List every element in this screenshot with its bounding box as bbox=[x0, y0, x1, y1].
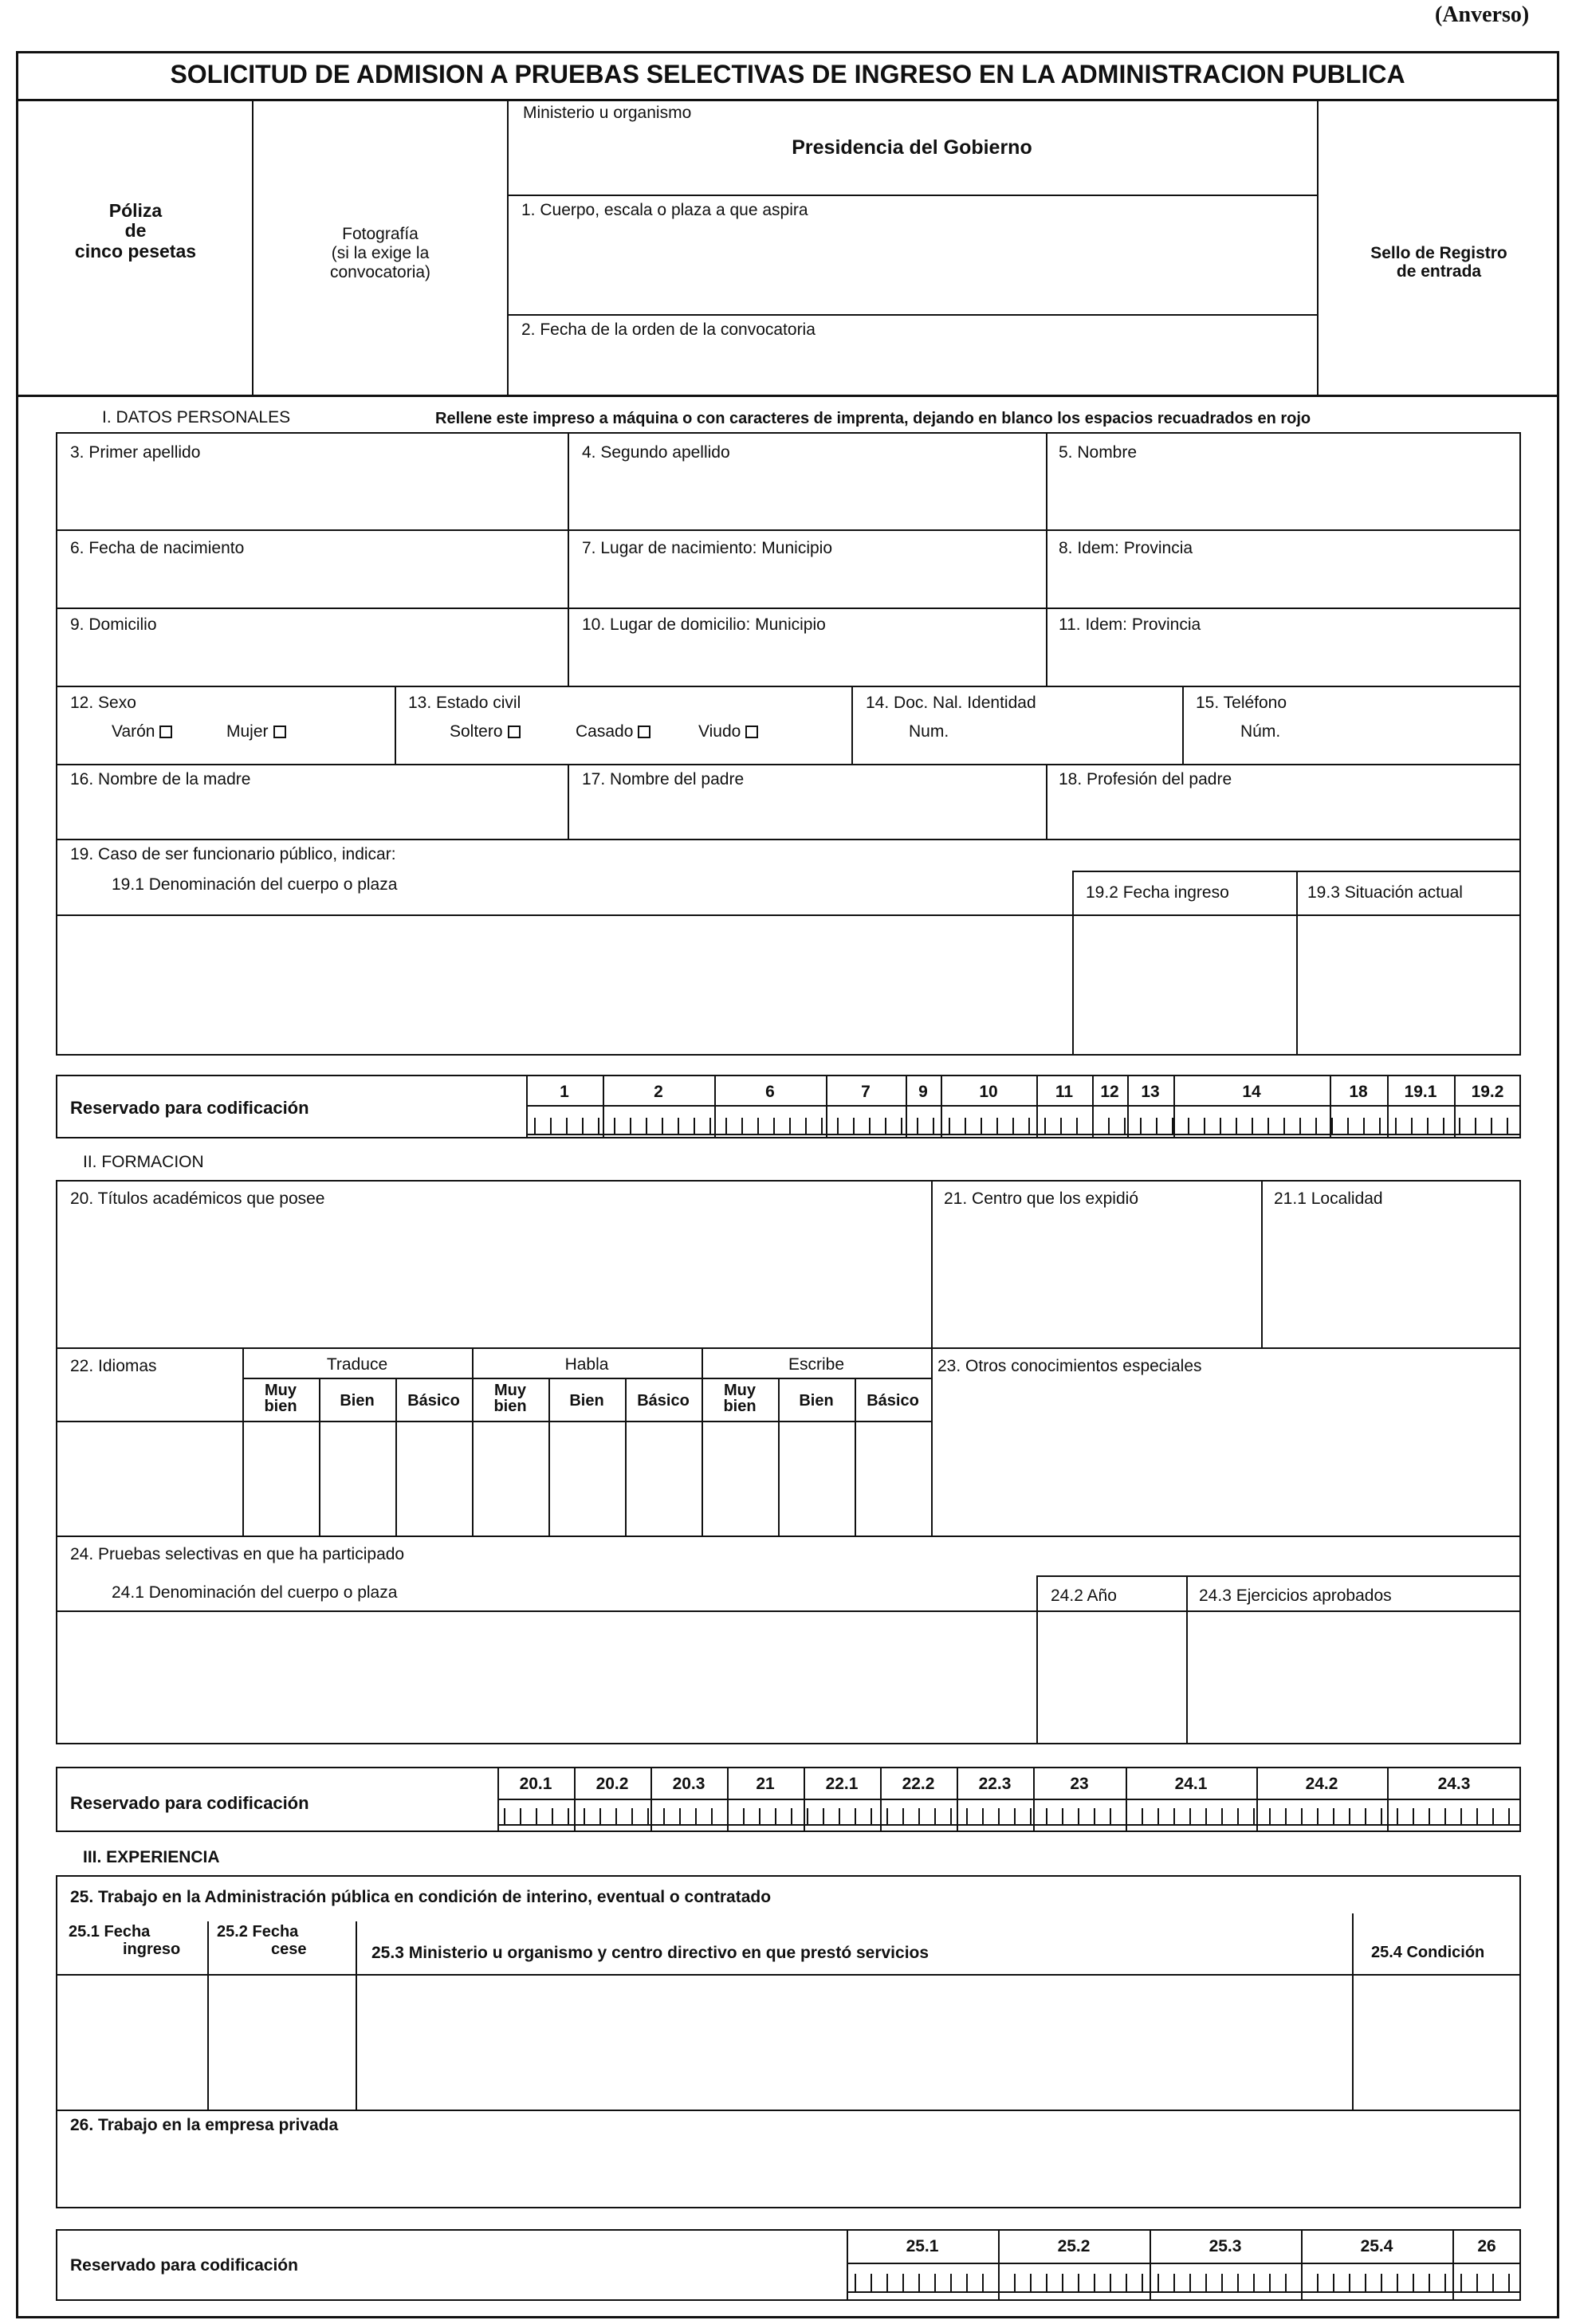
muy-word: Muy bbox=[265, 1382, 297, 1399]
field-24-3-label: 24.3 Ejercicios aprobados bbox=[1199, 1587, 1392, 1605]
code2-col-24-1: 24.1 bbox=[1174, 1775, 1208, 1793]
estado-viudo[interactable] bbox=[698, 722, 758, 741]
code3-col-25-4: 25.4 bbox=[1360, 2237, 1393, 2255]
field-19-1-label: 19.1 Denominación del cuerpo o plaza bbox=[112, 875, 398, 894]
field-25-label: 25. Trabajo en la Administración pública en condición de interino, eventual o contratado bbox=[70, 1888, 772, 1906]
field-13-label: 13. Estado civil bbox=[408, 694, 521, 712]
field-16-label: 16. Nombre de la madre bbox=[70, 770, 251, 788]
field-25-3-label: 25.3 Ministerio u organismo y centro directivo en que prestó servicios bbox=[371, 1944, 929, 1962]
formation-box bbox=[56, 1180, 1521, 1744]
poliza-line-3: cinco pesetas bbox=[74, 240, 197, 261]
viudo-label: Viudo bbox=[698, 722, 741, 741]
personal-data-box bbox=[56, 432, 1521, 1056]
field-15-label: 15. Teléfono bbox=[1196, 694, 1287, 712]
field-12-label: 12. Sexo bbox=[70, 694, 136, 712]
field-25-2-line-2: cese bbox=[271, 1941, 307, 1958]
code2-col-21: 21 bbox=[756, 1775, 775, 1793]
code1-tick-marks bbox=[534, 1118, 1515, 1135]
field-18-label: 18. Profesión del padre bbox=[1059, 770, 1232, 788]
ministerio-label: Ministerio u organismo bbox=[523, 104, 692, 122]
code3-col-26: 26 bbox=[1477, 2237, 1496, 2255]
code2-col-20-3: 20.3 bbox=[672, 1775, 705, 1793]
field-21-label: 21. Centro que los expidió bbox=[944, 1190, 1138, 1208]
field-19-2-label: 19.2 Fecha ingreso bbox=[1086, 883, 1229, 902]
field-10-label: 10. Lugar de domicilio: Municipio bbox=[582, 615, 826, 634]
field-25-4-label: 25.4 Condición bbox=[1371, 1944, 1485, 1961]
photo-line-1: Fotografía bbox=[342, 225, 419, 243]
field-24-label: 24. Pruebas selectivas en que ha participado bbox=[70, 1545, 405, 1563]
field-25-2-label bbox=[217, 1923, 307, 1958]
code2-col-20-2: 20.2 bbox=[595, 1775, 629, 1793]
field-25-2-line-1: 25.2 Fecha bbox=[217, 1923, 299, 1941]
field-7-label: 7. Lugar de nacimiento: Municipio bbox=[582, 539, 833, 557]
section-2-title: II. FORMACION bbox=[83, 1153, 204, 1171]
field-14-num: Num. bbox=[909, 722, 949, 741]
code2-col-22-2: 22.2 bbox=[902, 1775, 935, 1793]
code2-col-24-2: 24.2 bbox=[1305, 1775, 1338, 1793]
field-23-label: 23. Otros conocimientos especiales bbox=[937, 1357, 1202, 1375]
code1-col-9: 9 bbox=[918, 1083, 928, 1101]
traduce-header: Traduce bbox=[326, 1355, 388, 1374]
field-1-label: 1. Cuerpo, escala o plaza a que aspira bbox=[521, 201, 808, 219]
casado-label: Casado bbox=[576, 722, 634, 741]
field-25-1-line-1: 25.1 Fecha bbox=[69, 1923, 151, 1941]
estado-casado[interactable] bbox=[576, 722, 650, 741]
traduce-bien: Bien bbox=[340, 1392, 375, 1410]
field-3-label: 3. Primer apellido bbox=[70, 443, 201, 462]
soltero-checkbox[interactable] bbox=[508, 726, 521, 738]
varon-label: Varón bbox=[112, 722, 155, 741]
bien-word: bien bbox=[264, 1398, 297, 1415]
sello-line-1: Sello de Registro bbox=[1370, 244, 1507, 262]
field-19-3-label: 19.3 Situación actual bbox=[1307, 883, 1463, 902]
field-25-1-label bbox=[69, 1923, 180, 1958]
code1-col-12: 12 bbox=[1100, 1083, 1119, 1101]
code1-col-10: 10 bbox=[979, 1083, 998, 1101]
field-24-2-label: 24.2 Año bbox=[1051, 1587, 1117, 1605]
code2-col-24-3: 24.3 bbox=[1437, 1775, 1471, 1793]
section-1-instruction: Rellene este impreso a máquina o con caracteres de imprenta, dejando en blanco los espacios recuadrados en rojo bbox=[435, 410, 1311, 427]
coding-3-label: Reservado para codificación bbox=[70, 2256, 298, 2275]
habla-basico: Básico bbox=[637, 1392, 690, 1410]
habla-muy-bien bbox=[472, 1382, 548, 1414]
mujer-label: Mujer bbox=[226, 722, 269, 741]
casado-checkbox[interactable] bbox=[638, 726, 650, 738]
field-11-label: 11. Idem: Provincia bbox=[1059, 615, 1201, 634]
code1-col-19-2: 19.2 bbox=[1471, 1083, 1504, 1101]
code1-col-14: 14 bbox=[1242, 1083, 1261, 1101]
field-5-label: 5. Nombre bbox=[1059, 443, 1138, 462]
sexo-mujer[interactable] bbox=[226, 722, 286, 741]
varon-checkbox[interactable] bbox=[159, 726, 172, 738]
escribe-basico: Básico bbox=[867, 1392, 919, 1410]
code1-col-1: 1 bbox=[560, 1083, 569, 1101]
field-8-label: 8. Idem: Provincia bbox=[1059, 539, 1193, 557]
code1-col-2: 2 bbox=[654, 1083, 663, 1101]
viudo-checkbox[interactable] bbox=[745, 726, 758, 738]
escribe-bien: Bien bbox=[799, 1392, 834, 1410]
poliza-line-1: Póliza bbox=[108, 200, 163, 221]
code3-col-25-3: 25.3 bbox=[1209, 2237, 1242, 2255]
code1-col-11: 11 bbox=[1055, 1083, 1074, 1101]
coding-1-label: Reservado para codificación bbox=[70, 1098, 309, 1118]
poliza-stamp-box bbox=[19, 201, 252, 261]
form-title: SOLICITUD DE ADMISION A PRUEBAS SELECTIVAS DE INGRESO EN LA ADMINISTRACION PUBLICA bbox=[170, 60, 1405, 88]
field-17-label: 17. Nombre del padre bbox=[582, 770, 745, 788]
sello-line-2: de entrada bbox=[1396, 262, 1482, 281]
muy-word: Muy bbox=[494, 1382, 526, 1399]
field-2-label: 2. Fecha de la orden de la convocatoria bbox=[521, 320, 816, 339]
field-26-label: 26. Trabajo en la empresa privada bbox=[70, 2116, 339, 2134]
code2-col-20-1: 20.1 bbox=[519, 1775, 552, 1793]
sexo-varon[interactable] bbox=[112, 722, 172, 741]
code1-col-7: 7 bbox=[861, 1083, 871, 1101]
field-9-label: 9. Domicilio bbox=[70, 615, 157, 634]
traduce-basico: Básico bbox=[407, 1392, 460, 1410]
field-14-label: 14. Doc. Nal. Identidad bbox=[866, 694, 1036, 712]
field-21-1-label: 21.1 Localidad bbox=[1274, 1190, 1383, 1208]
poliza-line-2: de bbox=[124, 220, 147, 242]
bien-word: bien bbox=[493, 1398, 527, 1415]
section-3-title: III. EXPERIENCIA bbox=[83, 1848, 220, 1866]
traduce-muy-bien bbox=[242, 1382, 319, 1414]
field-24-1-label: 24.1 Denominación del cuerpo o plaza bbox=[112, 1583, 398, 1602]
code1-col-18: 18 bbox=[1349, 1083, 1368, 1101]
habla-bien: Bien bbox=[569, 1392, 604, 1410]
escribe-header: Escribe bbox=[788, 1355, 845, 1374]
mujer-checkbox[interactable] bbox=[273, 726, 286, 738]
photo-line-3: convocatoria) bbox=[329, 263, 431, 282]
field-6-label: 6. Fecha de nacimiento bbox=[70, 539, 245, 557]
code1-col-19-1: 19.1 bbox=[1404, 1083, 1437, 1101]
code2-col-22-1: 22.1 bbox=[825, 1775, 859, 1793]
photo-line-2: (si la exige la bbox=[331, 244, 430, 263]
habla-header: Habla bbox=[564, 1355, 609, 1374]
code1-col-6: 6 bbox=[765, 1083, 775, 1101]
photo-box bbox=[253, 225, 507, 282]
code3-col-25-2: 25.2 bbox=[1057, 2237, 1091, 2255]
code2-col-23: 23 bbox=[1070, 1775, 1089, 1793]
muy-word: Muy bbox=[724, 1382, 756, 1399]
field-22-label: 22. Idiomas bbox=[70, 1357, 157, 1375]
section-1-title: I. DATOS PERSONALES bbox=[102, 408, 291, 427]
field-19-label: 19. Caso de ser funcionario público, indicar: bbox=[70, 845, 396, 863]
field-25-1-line-2: ingreso bbox=[123, 1941, 181, 1958]
code2-tick-marks bbox=[504, 1808, 1515, 1826]
field-20-label: 20. Títulos académicos que posee bbox=[70, 1190, 325, 1208]
escribe-muy-bien bbox=[702, 1382, 778, 1414]
estado-soltero[interactable] bbox=[450, 722, 521, 741]
code3-col-25-1: 25.1 bbox=[906, 2237, 939, 2255]
anverso-label: (Anverso) bbox=[1435, 2, 1530, 27]
code2-col-22-3: 22.3 bbox=[978, 1775, 1012, 1793]
coding-2-label: Reservado para codificación bbox=[70, 1793, 309, 1813]
bien-word: bien bbox=[723, 1398, 757, 1415]
ministerio-value: Presidencia del Gobierno bbox=[792, 136, 1032, 159]
field-4-label: 4. Segundo apellido bbox=[582, 443, 730, 462]
code1-col-13: 13 bbox=[1141, 1083, 1160, 1101]
field-15-num: Núm. bbox=[1240, 722, 1281, 741]
registro-stamp-box bbox=[1319, 244, 1559, 281]
code3-tick-marks bbox=[855, 2274, 1515, 2291]
soltero-label: Soltero bbox=[450, 722, 503, 741]
